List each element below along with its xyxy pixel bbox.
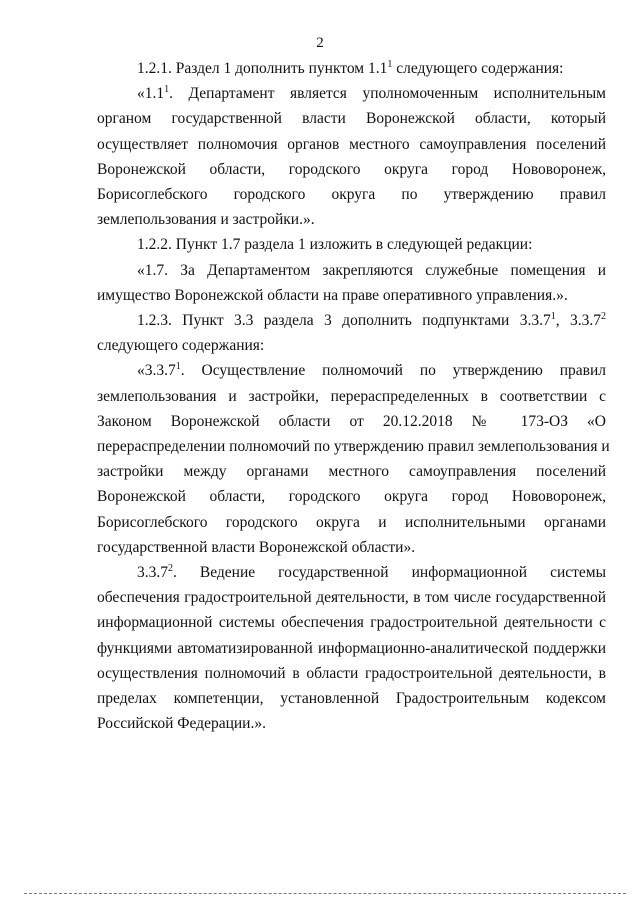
superscript: 2 <box>601 311 607 323</box>
text-run: функциями автоматизированной информационно-аналитической поддержки <box>97 639 606 657</box>
text-run: Борисоглебского городского округа по утверждению правил <box>97 186 606 204</box>
text-run: , 3.3.7 <box>555 312 602 330</box>
text-line <box>97 459 606 484</box>
text-line <box>97 686 606 711</box>
text-line <box>97 308 606 333</box>
page-number: 2 <box>316 35 324 51</box>
text-run: государственной власти Воронежской области». <box>97 538 416 556</box>
superscript: 2 <box>168 563 173 575</box>
text-line <box>97 333 606 358</box>
text-run: застройки между органами местного самоуправления поселений <box>97 463 606 481</box>
text-run: . Ведение государственной информационной системы <box>173 564 606 582</box>
text-run: Законом Воронежской области от 20.12.2018 № 173-ОЗ «О <box>97 412 606 430</box>
point-1-1-text <box>97 81 606 232</box>
text-run: органом государственной власти Воронежской области, который <box>97 110 606 128</box>
point-1-7-text <box>97 258 606 308</box>
text-run: 1.2.2. Пункт 1.7 раздела 1 изложить в следующей редакции: <box>137 236 533 254</box>
text-run: перераспределении полномочий по утверждению правил землепользования и <box>97 438 610 456</box>
text-run: . Департамент является уполномоченным исполнительным <box>169 85 606 103</box>
text-run: осуществляет полномочия органов местного самоуправления поселений <box>97 135 606 153</box>
clause-1-2-2 <box>97 232 606 257</box>
text-line <box>97 232 606 257</box>
text-run: «1.7. За Департаментом закрепляются служебные помещения и <box>137 261 606 279</box>
clause-1-2-1 <box>97 56 606 81</box>
text-run: «3.3.7 <box>137 362 176 380</box>
clause-1-2-3 <box>97 308 606 358</box>
text-run: 1.2.3. Пункт 3.3 раздела 3 дополнить подпунктами 3.3.7 <box>137 312 551 330</box>
text-run: 1.2.1. Раздел 1 дополнить пунктом 1.1 <box>137 60 388 77</box>
text-line <box>97 106 606 131</box>
text-line <box>97 610 606 635</box>
text-line <box>97 535 606 560</box>
text-run: обеспечения градостроительной деятельности, в том числе государственной <box>97 589 606 607</box>
superscript: 1 <box>164 84 170 96</box>
text-line <box>97 132 606 157</box>
text-run: пределах компетенции, установленной Градостроительным кодексом <box>97 690 606 708</box>
text-run: Воронежской области, городского округа город Нововоронеж, <box>97 488 606 506</box>
superscript: 1 <box>175 361 181 373</box>
text-line <box>97 258 606 283</box>
text-line <box>97 157 606 182</box>
point-3-3-7-1-text <box>97 358 610 560</box>
text-line <box>97 207 606 232</box>
text-run: следующего содержания: <box>97 337 265 355</box>
superscript: 1 <box>550 311 556 323</box>
text-run: Российской Федерации.». <box>97 715 266 733</box>
text-run: землепользования и застройки, перераспределенных в соответствии с <box>97 387 606 405</box>
text-line <box>97 81 606 106</box>
text-run: информационной системы обеспечения градостроительной деятельности с <box>97 614 606 632</box>
text-line <box>97 434 610 459</box>
text-line <box>97 661 606 686</box>
text-line <box>97 283 606 308</box>
text-run: «1.1 <box>137 85 165 103</box>
text-run: осуществления полномочий в области градостроительной деятельности, в <box>97 664 606 682</box>
text-line <box>97 510 606 535</box>
text-line <box>97 711 606 736</box>
text-run: следующего содержания: <box>392 60 564 77</box>
text-run: землепользования и застройки.». <box>97 211 315 229</box>
text-line <box>97 182 606 207</box>
text-line <box>97 358 606 383</box>
text-run: имущество Воронежской области на праве оперативного управления.». <box>97 286 568 304</box>
point-3-3-7-2-text <box>97 560 606 736</box>
superscript: 1 <box>387 59 393 70</box>
text-line <box>97 636 606 661</box>
text-run: Борисоглебского городского округа и исполнительными органами <box>97 513 606 531</box>
text-line <box>97 560 606 585</box>
text-run: Воронежской области, городского округа город Нововоронеж, <box>97 160 606 178</box>
page-bottom-rule <box>24 893 626 894</box>
text-line <box>97 409 606 434</box>
text-run: . Осуществление полномочий по утверждению правил <box>180 362 606 380</box>
document-body <box>97 56 610 736</box>
text-line <box>97 484 606 509</box>
text-run: 3.3.7 <box>137 564 168 582</box>
text-line <box>97 56 606 81</box>
text-line <box>97 384 606 409</box>
text-line <box>97 585 606 610</box>
